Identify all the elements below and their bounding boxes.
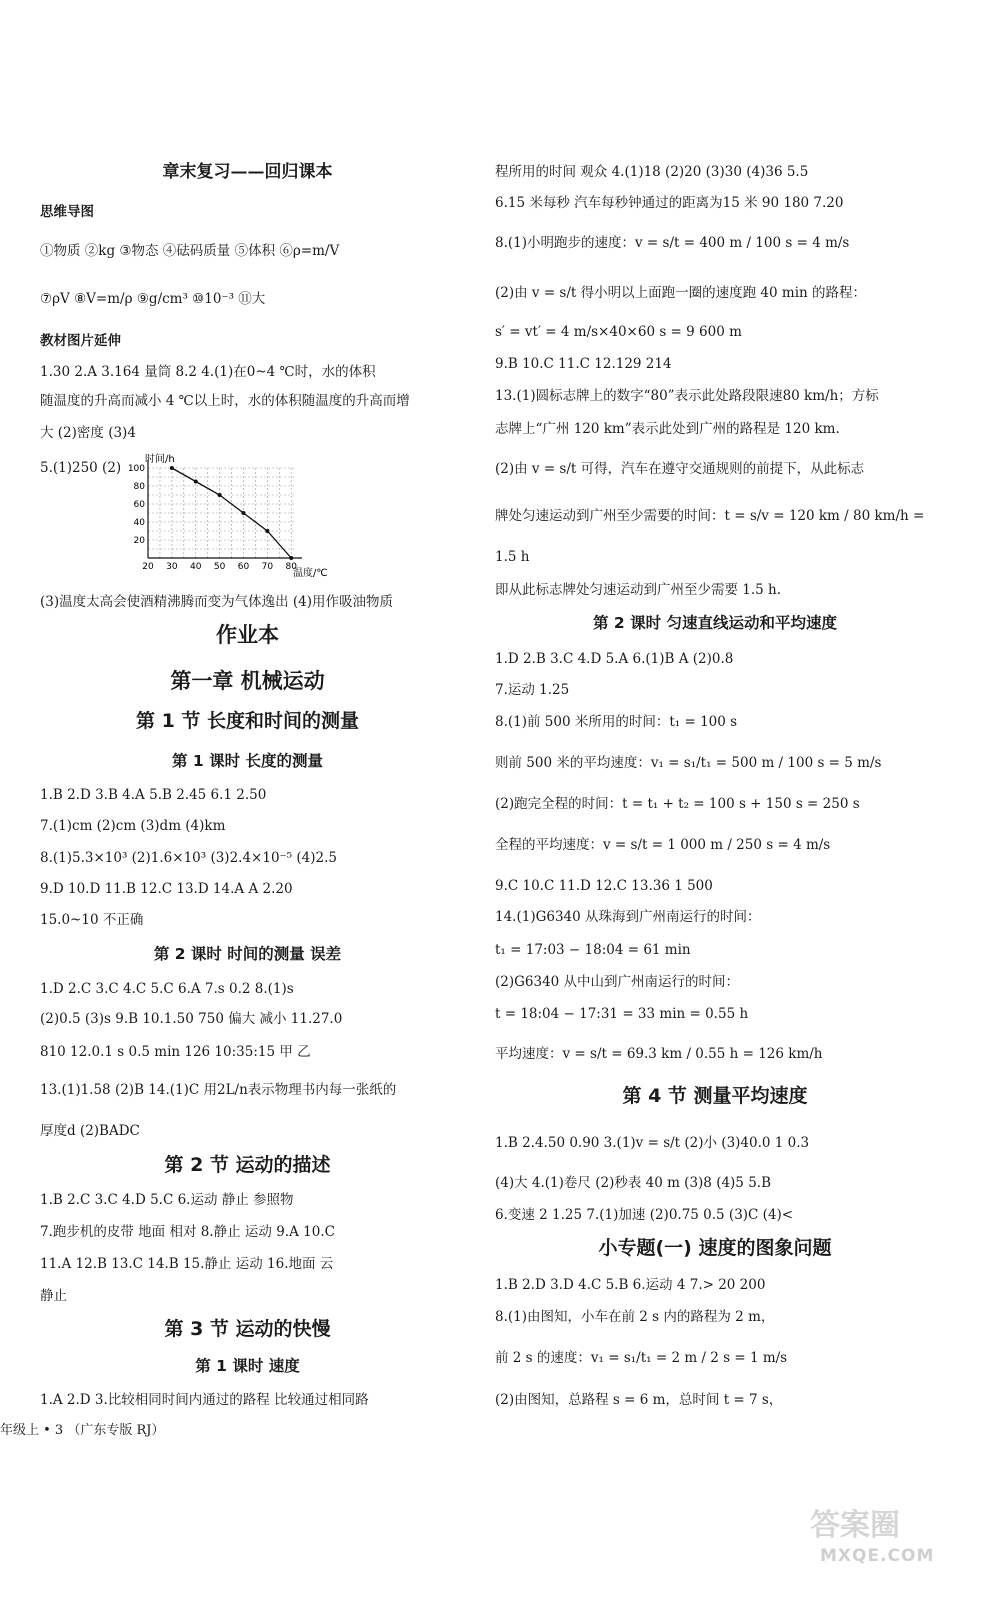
x-tick-label: 40	[190, 562, 202, 572]
graph-x-label: 温度/℃	[293, 568, 328, 579]
y-tick-label: 40	[133, 518, 145, 528]
chapter-title: 第一章 机械运动	[170, 669, 325, 693]
answer-line: 1.B 2.4.50 0.90 3.(1)v = s/t (2)小 (3)40.0 1 0.3	[495, 1135, 810, 1151]
textbook-heading: 教材图片延伸	[40, 333, 121, 349]
answer-line: (4)大 4.(1)卷尺 (2)秒表 40 m (3)8 (4)5 5.B	[495, 1175, 771, 1191]
answer-line: s′ = vt′ = 4 m/s×40×60 s = 9 600 m	[495, 324, 742, 340]
topic-title: 小专题(一) 速度的图象问题	[598, 1237, 832, 1259]
y-tick-label: 80	[133, 482, 145, 492]
answer-line: 1.D 2.C 3.C 4.C 5.C 6.A 7.s 0.2 8.(1)s	[40, 981, 294, 997]
answer-line: 8.(1)前 500 米所用的时间：t₁ = 100 s	[495, 714, 738, 730]
answer-line: 8.(1)小明跑步的速度：v = s/t = 400 m / 100 s = 4 m/s	[495, 235, 850, 251]
answer-line: 1.B 2.D 3.B 4.A 5.B 2.45 6.1 2.50	[40, 787, 267, 803]
watermark	[810, 1500, 980, 1580]
answer-line: 厚度d (2)BADC	[40, 1123, 140, 1139]
page-footer: 年级上 • 3 （广东专版 RJ）	[0, 1423, 165, 1438]
answer-line: 9.B 10.C 11.C 12.129 214	[495, 356, 672, 372]
temperature-time-graph	[105, 448, 355, 583]
answer-line: 牌处匀速运动到广州至少需要的时间：t = s/v = 120 km / 80 km/h =	[495, 508, 925, 524]
data-point	[265, 529, 269, 533]
x-tick-label: 20	[142, 562, 154, 572]
answer-line: 7.(1)cm (2)cm (3)dm (4)km	[40, 818, 226, 834]
answer-line: 6.15 米每秒 汽车每秒钟通过的距离为15 米 90 180 7.20	[495, 195, 844, 211]
answer-line: (2)由图知，总路程 s = 6 m，总时间 t = 7 s，	[495, 1392, 783, 1408]
mindmap-line-2: ⑦ρV ⑧V=m/ρ ⑨g/cm³ ⑩10⁻³ ⑪大	[40, 291, 266, 307]
answer-line: 1.A 2.D 3.比较相同时间内通过的路程 比较通过相同路	[40, 1392, 369, 1408]
answer-line: 平均速度：v = s/t = 69.3 km / 0.55 h = 126 km/h	[495, 1046, 823, 1062]
answer-line: 11.A 12.B 13.C 14.B 15.静止 运动 16.地面 云	[40, 1256, 334, 1272]
answer-line: 14.(1)G6340 从珠海到广州南运行的时间：	[495, 909, 761, 925]
data-point	[241, 511, 245, 515]
x-tick-label: 80	[285, 562, 297, 572]
answer-line: 8.(1)5.3×10³ (2)1.6×10³ (3)2.4×10⁻⁵ (4)2.5	[40, 850, 337, 866]
data-point	[218, 493, 222, 497]
answer-line: 1.5 h	[495, 549, 530, 565]
answer-line: 7.运动 1.25	[495, 682, 570, 698]
answer-line: 前 2 s 的速度：v₁ = s₁/t₁ = 2 m / 2 s = 1 m/s	[495, 1350, 788, 1366]
review-title: 章末复习——回归课本	[162, 162, 333, 182]
answer-line: 1.D 2.B 3.C 4.D 5.A 6.(1)B A (2)0.8	[495, 651, 734, 667]
answer-line: 810 12.0.1 s 0.5 min 126 10:35:15 甲 乙	[40, 1044, 311, 1060]
answer-line: 9.C 10.C 11.D 12.C 13.36 1 500	[495, 878, 713, 894]
workbook-title: 作业本	[216, 623, 279, 647]
answer-line: 1.30 2.A 3.164 量筒 8.2 4.(1)在0~4 ℃时，水的体积	[40, 364, 376, 380]
answer-line: (2)跑完全程的时间：t = t₁ + t₂ = 100 s + 150 s = 250 s	[495, 796, 860, 812]
answer-line: 9.D 10.D 11.B 12.C 13.D 14.A A 2.20	[40, 881, 293, 897]
answer-line: 5.(1)250 (2)	[40, 460, 122, 476]
answer-line: 13.(1)1.58 (2)B 14.(1)C 用2L/n表示物理书内每一张纸的	[40, 1082, 397, 1098]
answer-line: 随温度的升高而减小 4 ℃以上时，水的体积随温度的升高而增	[40, 393, 410, 409]
answer-line: t₁ = 17:03 − 18:04 = 61 min	[495, 942, 691, 958]
y-tick-label: 60	[133, 500, 145, 510]
answer-line: (3)温度太高会使酒精沸腾而变为气体逸出 (4)用作吸油物质	[40, 594, 394, 610]
graph-y-label: 时间/h	[145, 454, 175, 465]
section-title: 第 2 节 运动的描述	[164, 1154, 331, 1176]
data-point	[194, 480, 198, 484]
section-title: 第 1 节 长度和时间的测量	[135, 710, 360, 732]
lesson-title: 第 1 课时 长度的测量	[172, 752, 323, 770]
lesson-title: 第 2 课时 匀速直线运动和平均速度	[593, 614, 837, 632]
answer-line: 则前 500 米的平均速度：v₁ = s₁/t₁ = 500 m / 100 s = 5 m/s	[495, 755, 882, 771]
answer-line: 大 (2)密度 (3)4	[40, 425, 136, 441]
answer-line: 1.B 2.C 3.C 4.D 5.C 6.运动 静止 参照物	[40, 1192, 294, 1208]
answer-line: 即从此标志牌处匀速运动到广州至少需要 1.5 h.	[495, 582, 782, 598]
answer-line: 6.变速 2 1.25 7.(1)加速 (2)0.75 0.5 (3)C (4)<	[495, 1207, 794, 1223]
answer-line: 13.(1)圆标志牌上的数字“80”表示此处路段限速80 km/h；方标	[495, 388, 879, 404]
x-tick-label: 30	[166, 562, 178, 572]
answer-line: 7.跑步机的皮带 地面 相对 8.静止 运动 9.A 10.C	[40, 1224, 335, 1240]
x-tick-label: 70	[261, 562, 274, 572]
graph-ticks	[128, 464, 297, 572]
y-tick-label: 100	[127, 464, 145, 474]
answer-line: (2)0.5 (3)s 9.B 10.1.50 750 偏大 减小 11.27.0	[40, 1011, 343, 1027]
answer-line: 程所用的时间 观众 4.(1)18 (2)20 (3)30 (4)36 5.5	[495, 164, 809, 180]
answer-line: (2)由 v = s/t 得小明以上面跑一圈的速度跑 40 min 的路程：	[495, 285, 866, 301]
graph-grid	[148, 468, 296, 558]
answer-line: 15.0~10 不正确	[40, 912, 144, 928]
lesson-title: 第 1 课时 速度	[195, 1357, 300, 1375]
x-tick-label: 50	[213, 562, 226, 572]
answer-line: (2)G6340 从中山到广州南运行的时间：	[495, 974, 740, 990]
x-tick-label: 60	[237, 562, 250, 572]
mindmap-line-1: ①物质 ②kg ③物态 ④砝码质量 ⑤体积 ⑥ρ=m/V	[40, 243, 340, 259]
answer-line: 1.B 2.D 3.D 4.C 5.B 6.运动 4 7.> 20 200	[495, 1277, 766, 1293]
answer-line: 8.(1)由图知，小车在前 2 s 内的路程为 2 m，	[495, 1309, 775, 1325]
watermark-site: MXQE.COM	[820, 1546, 935, 1566]
data-point	[289, 556, 293, 560]
answer-line: 志牌上“广州 120 km”表示此处到广州的路程是 120 km.	[495, 421, 840, 437]
answer-line: 静止	[40, 1288, 67, 1304]
lesson-title: 第 2 课时 时间的测量 误差	[153, 945, 342, 963]
mindmap-heading: 思维导图	[40, 204, 94, 220]
watermark-logo: 答案圈	[810, 1508, 900, 1543]
section-title: 第 4 节 测量平均速度	[622, 1085, 808, 1107]
y-tick-label: 20	[133, 536, 145, 546]
answer-line: t = 18:04 − 17:31 = 33 min = 0.55 h	[495, 1006, 749, 1022]
answer-line: (2)由 v = s/t 可得，汽车在遵守交通规则的前提下，从此标志	[495, 461, 865, 477]
answer-line: 全程的平均速度：v = s/t = 1 000 m / 250 s = 4 m/s	[495, 837, 831, 853]
data-point	[170, 466, 174, 470]
section-title: 第 3 节 运动的快慢	[164, 1318, 331, 1340]
